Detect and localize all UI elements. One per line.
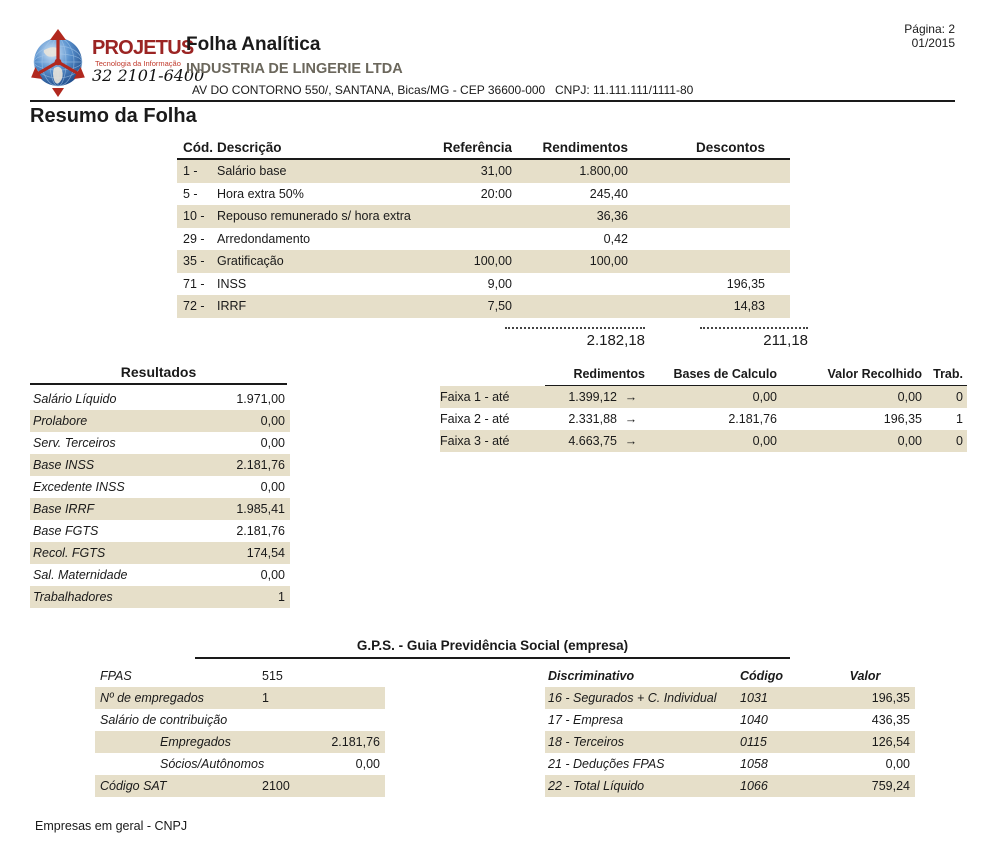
column-header-valor-recolhido: Valor Recolhido <box>777 365 922 386</box>
row-code: 35 - <box>183 254 205 268</box>
list-item <box>95 687 385 709</box>
column-header-descontos: Descontos <box>695 140 765 155</box>
arrow-right-icon: → <box>624 390 638 404</box>
row-referencia: 7,50 <box>487 299 512 313</box>
list-item <box>95 775 385 797</box>
spacer <box>440 365 545 386</box>
row-rendimentos <box>512 295 628 318</box>
document-title: Folha Analítica <box>186 34 321 55</box>
row-description: Hora extra 50% <box>217 186 304 201</box>
gps-value: 0,00 <box>355 757 380 771</box>
section-title-resultados: Resultados <box>30 364 287 385</box>
row-rendimentos: 0,42 <box>603 231 628 246</box>
gps-valor: 0,00 <box>885 757 910 771</box>
faixa-valor: 0,00 <box>897 434 922 448</box>
result-label: Serv. Terceiros <box>33 436 116 450</box>
table-row <box>177 183 790 206</box>
gps-valor: 126,54 <box>871 735 910 749</box>
faixa-trab: 0 <box>956 434 963 448</box>
column-header-descricao: Descrição <box>217 140 282 155</box>
spacer <box>765 273 790 296</box>
row-referencia: 31,00 <box>480 164 512 178</box>
list-item <box>30 476 290 498</box>
faixa-label: Faixa 3 - até <box>440 434 510 448</box>
row-descontos <box>628 250 765 273</box>
company-name: INDUSTRIA DE LINGERIE LTDA <box>186 61 403 77</box>
gps-discriminativo: 16 - Segurados + C. Individual <box>548 691 717 705</box>
row-code: 5 - <box>183 186 198 201</box>
row-rendimentos: 245,40 <box>589 186 628 201</box>
result-label: Base FGTS <box>33 524 99 538</box>
resultados-table <box>30 388 290 608</box>
gps-label: Código SAT <box>100 779 167 793</box>
page-number: Página: 2 <box>904 22 955 36</box>
faixa-label: Faixa 2 - até <box>440 412 510 426</box>
table-row <box>177 295 790 318</box>
result-value: 0,00 <box>260 480 285 494</box>
row-descontos <box>628 228 765 251</box>
faixa-valor: 0,00 <box>897 390 922 404</box>
row-referencia: 9,00 <box>487 276 512 291</box>
table-row <box>545 709 915 731</box>
spacer <box>765 228 790 251</box>
result-value: 0,00 <box>260 568 285 582</box>
row-code: 29 - <box>183 231 205 246</box>
result-value: 0,00 <box>260 414 285 428</box>
result-label: Recol. FGTS <box>33 546 106 560</box>
result-label: Base IRRF <box>33 502 95 516</box>
brand-name: PROJETUS <box>92 37 194 59</box>
gps-value <box>262 709 385 731</box>
faixa-trab: 0 <box>956 390 963 404</box>
result-value: 1.971,00 <box>236 392 285 406</box>
table-row <box>545 775 915 797</box>
total-rendimentos: 2.182,18 <box>505 327 645 349</box>
list-item <box>30 498 290 520</box>
row-description: Repouso remunerado s/ hora extra <box>217 209 411 223</box>
list-item <box>30 432 290 454</box>
faixas-header-row <box>440 365 967 386</box>
column-header-valor: Valor <box>849 669 881 683</box>
table-row <box>440 430 967 452</box>
gps-discriminativo: 18 - Terceiros <box>548 735 624 749</box>
result-value: 1.985,41 <box>236 502 285 516</box>
spacer <box>765 183 790 206</box>
row-descontos <box>628 205 765 228</box>
gps-right-table <box>545 665 915 797</box>
gps-value: 2.181,76 <box>331 735 380 749</box>
resumo-header-row <box>177 137 790 160</box>
result-label: Excedente INSS <box>33 480 125 494</box>
row-rendimentos: 36,36 <box>596 209 628 223</box>
gps-label: FPAS <box>100 669 132 683</box>
result-label: Trabalhadores <box>33 590 113 604</box>
spacer <box>765 205 790 228</box>
faixa-redimentos: 4.663,75 <box>568 434 617 448</box>
list-item <box>95 709 385 731</box>
faixa-label: Faixa 1 - até <box>440 390 510 404</box>
gps-label: Nº de empregados <box>100 691 204 705</box>
faixa-redimentos: 1.399,12 <box>568 390 617 404</box>
list-item <box>95 731 385 753</box>
row-rendimentos: 100,00 <box>589 254 628 268</box>
table-row <box>177 273 790 296</box>
section-title-gps: G.P.S. - Guia Previdência Social (empresa) <box>195 638 790 659</box>
header-divider <box>30 100 955 102</box>
faixas-table <box>440 365 967 452</box>
row-referencia <box>417 228 512 251</box>
result-value: 1 <box>278 590 285 604</box>
row-referencia: 20:00 <box>480 186 512 201</box>
table-row <box>545 687 915 709</box>
column-header-referencia: Referência <box>442 140 512 155</box>
result-label: Salário Líquido <box>33 392 117 406</box>
table-row <box>177 250 790 273</box>
column-header-trab: Trab. <box>922 365 967 386</box>
result-value: 0,00 <box>260 436 285 450</box>
gps-discriminativo: 17 - Empresa <box>548 713 624 727</box>
row-description: INSS <box>217 276 247 291</box>
row-code: 72 - <box>183 299 205 313</box>
list-item <box>30 542 290 564</box>
table-row <box>545 731 915 753</box>
row-code: 71 - <box>183 276 205 291</box>
gps-value: 1 <box>262 691 269 705</box>
faixa-valor: 196,35 <box>883 412 922 426</box>
gps-codigo: 1040 <box>740 713 768 727</box>
row-rendimentos: 1.800,00 <box>579 164 628 178</box>
list-item <box>30 410 290 432</box>
arrow-right-icon: → <box>624 434 638 448</box>
company-address: AV DO CONTORNO 550/, SANTANA, Bicas/MG - CEP 36600-000 <box>192 83 546 97</box>
spacer <box>765 137 790 158</box>
projetus-globe-logo-icon <box>27 27 91 97</box>
gps-value: 2100 <box>262 779 290 793</box>
list-item <box>30 388 290 410</box>
column-header-cod: Cód. <box>183 140 213 155</box>
table-row <box>177 228 790 251</box>
table-row <box>545 753 915 775</box>
faixa-bases: 2.181,76 <box>728 412 777 426</box>
row-descontos <box>628 160 765 183</box>
result-label: Sal. Maternidade <box>33 568 128 582</box>
table-row <box>177 205 790 228</box>
column-header-rendimentos: Rendimentos <box>542 140 628 155</box>
gps-label: Sócios/Autônomos <box>160 757 265 771</box>
table-row <box>177 160 790 183</box>
row-rendimentos <box>512 273 628 296</box>
list-item <box>95 753 385 775</box>
row-description: IRRF <box>217 299 247 313</box>
list-item <box>30 454 290 476</box>
total-descontos: 211,18 <box>700 327 808 349</box>
company-cnpj: CNPJ: 11.111.111/1111-80 <box>555 83 694 97</box>
row-description: Arredondamento <box>217 231 311 246</box>
gps-codigo: 0115 <box>740 735 767 749</box>
gps-valor: 759,24 <box>871 779 910 793</box>
result-label: Prolabore <box>33 414 88 428</box>
brand-tagline: Tecnologia da Informação <box>95 59 181 68</box>
result-label: Base INSS <box>33 458 95 472</box>
column-header-bases: Bases de Calculo <box>645 365 777 386</box>
result-value: 174,54 <box>246 546 285 560</box>
result-value: 2.181,76 <box>236 458 285 472</box>
list-item <box>95 665 385 687</box>
list-item <box>30 520 290 542</box>
row-referencia: 100,00 <box>473 254 512 268</box>
gps-label: Empregados <box>160 735 231 749</box>
gps-codigo: 1031 <box>740 691 768 705</box>
gps-header-row <box>545 665 915 687</box>
row-description: Gratificação <box>217 254 284 268</box>
table-row <box>440 408 967 430</box>
gps-codigo: 1066 <box>740 779 768 793</box>
gps-valor: 196,35 <box>871 691 910 705</box>
row-code: 1 - <box>183 164 198 178</box>
row-descontos <box>628 183 765 206</box>
table-row <box>440 386 967 408</box>
faixa-bases: 0,00 <box>752 390 777 404</box>
row-referencia <box>417 205 512 228</box>
section-title-resumo: Resumo da Folha <box>30 105 197 127</box>
row-code: 10 - <box>183 209 205 223</box>
row-descontos: 196,35 <box>726 276 765 291</box>
result-value: 2.181,76 <box>236 524 285 538</box>
gps-valor: 436,35 <box>871 713 910 727</box>
faixa-redimentos: 2.331,88 <box>568 412 617 426</box>
resumo-table <box>177 137 790 318</box>
gps-codigo: 1058 <box>740 757 768 771</box>
footer-note: Empresas em geral - CNPJ <box>35 819 188 833</box>
spacer <box>765 250 790 273</box>
row-description: Salário base <box>217 164 287 178</box>
arrow-right-icon: → <box>624 412 638 426</box>
gps-discriminativo: 21 - Deduções FPAS <box>548 757 665 771</box>
gps-label: Salário de contribuição <box>100 713 228 727</box>
gps-discriminativo: 22 - Total Líquido <box>548 779 645 793</box>
gps-value: 515 <box>262 669 283 683</box>
gps-left-table <box>95 665 385 797</box>
faixa-trab: 1 <box>956 412 963 426</box>
spacer <box>765 160 790 183</box>
column-header-codigo: Código <box>740 669 784 683</box>
spacer <box>765 295 790 318</box>
column-header-discriminativo: Discriminativo <box>548 669 635 683</box>
brand-phone: 32 2101-6400 <box>92 66 205 85</box>
column-header-redimentos: Redimentos <box>545 365 645 386</box>
list-item <box>30 564 290 586</box>
faixa-bases: 0,00 <box>752 434 777 448</box>
period: 01/2015 <box>911 36 955 50</box>
list-item <box>30 586 290 608</box>
row-descontos: 14,83 <box>733 299 765 313</box>
